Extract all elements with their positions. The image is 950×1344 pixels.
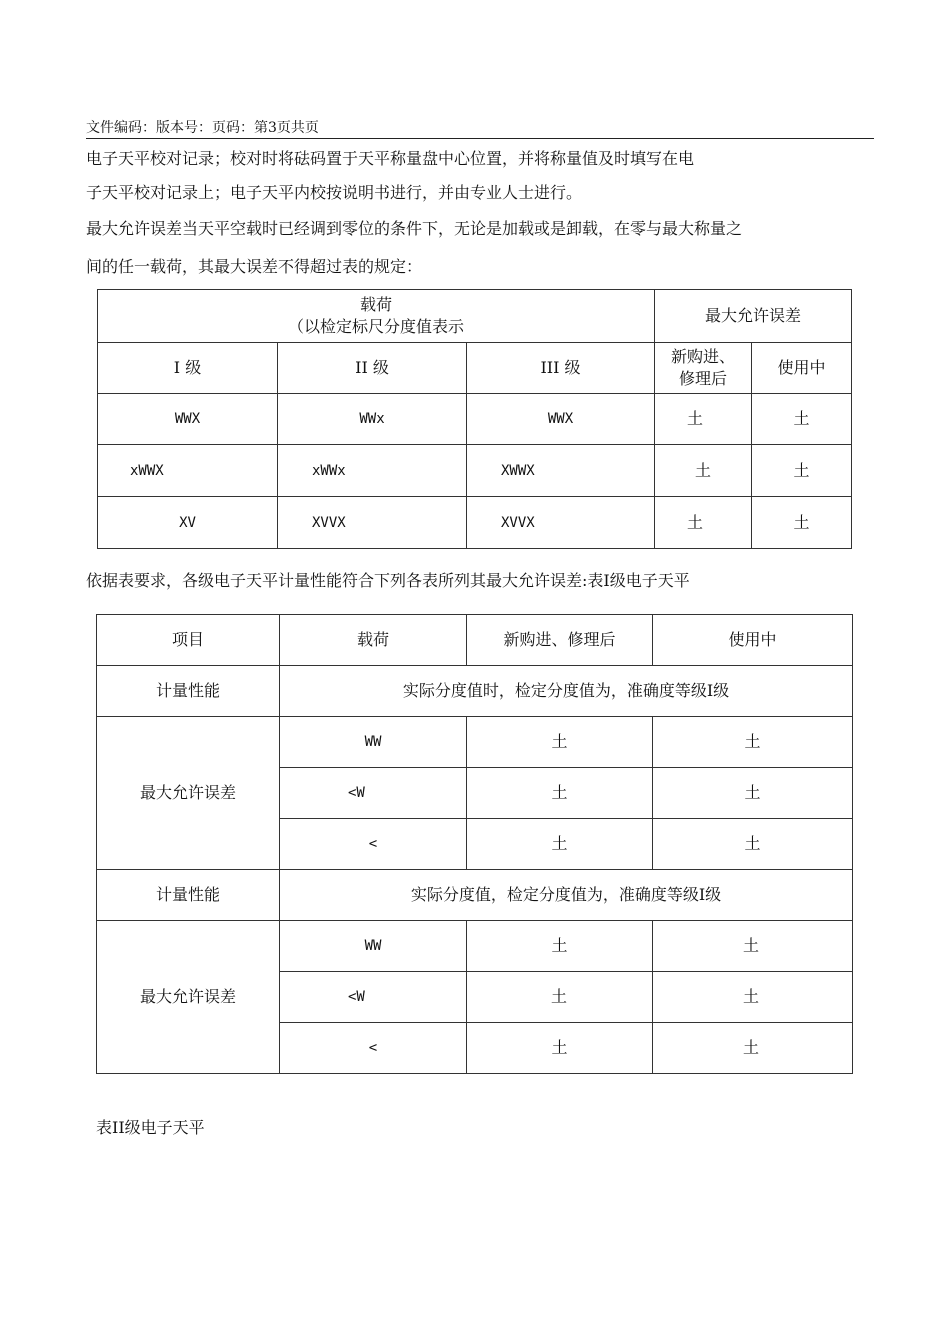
table-cell: 土 xyxy=(655,445,752,497)
table-cell: < xyxy=(280,819,467,870)
table-cell: WW xyxy=(280,921,467,972)
paragraph-2: 子天平校对记录上；电子天平内校按说明书进行，并由专业人士进行。 xyxy=(86,183,583,202)
col-new-line1: 新购进、 xyxy=(671,347,736,366)
table-cell: 土 xyxy=(653,768,853,819)
document-header: 文件编码：版本号：页码：第3页共页 xyxy=(86,118,874,139)
table-cell: 土 xyxy=(653,972,853,1023)
table-cell: 土 xyxy=(467,717,653,768)
mpe-label: 最大允许误差 xyxy=(97,921,280,1074)
table-cell: 土 xyxy=(655,394,752,445)
table-cell: XVVX xyxy=(278,497,467,549)
mpe-header-cell: 最大允许误差 xyxy=(655,290,852,343)
col-grade-iii: III 级 xyxy=(467,343,655,394)
grade-i-table xyxy=(96,614,853,1074)
table-cell: 土 xyxy=(653,921,853,972)
table-cell: WWX xyxy=(98,394,278,445)
head-new-repaired: 新购进、修理后 xyxy=(467,615,653,666)
table-row xyxy=(98,394,852,445)
col-grade-ii: II 级 xyxy=(278,343,467,394)
table-cell: < xyxy=(280,1023,467,1074)
table-cell: 土 xyxy=(653,1023,853,1074)
head-in-use: 使用中 xyxy=(653,615,853,666)
table-row xyxy=(98,445,852,497)
table-cell: 土 xyxy=(467,972,653,1023)
table-cell: <W xyxy=(280,972,467,1023)
paragraph-1: 电子天平校对记录；校对时将砝码置于天平称量盘中心位置，并将称量值及时填写在电 xyxy=(86,149,695,168)
table-cell: 土 xyxy=(655,497,752,549)
table-cell: XWWX xyxy=(467,445,655,497)
metrology-label: 计量性能 xyxy=(97,870,280,921)
table-row xyxy=(97,921,853,972)
table-cell: 土 xyxy=(653,717,853,768)
col-in-use: 使用中 xyxy=(752,343,852,394)
table-cell: xWWx xyxy=(278,445,467,497)
table-cell: XV xyxy=(98,497,278,549)
metrology-desc: 实际分度值时，检定分度值为，准确度等级Ⅰ级 xyxy=(280,666,853,717)
load-header-title: 载荷 xyxy=(360,295,393,314)
load-header-subtitle: （以检定标尺分度值表示 xyxy=(288,317,465,336)
load-tolerance-table xyxy=(97,289,852,549)
table-cell: <W xyxy=(280,768,467,819)
metrology-desc: 实际分度值，检定分度值为，准确度等级Ⅰ级 xyxy=(280,870,853,921)
table-cell: xWWX xyxy=(98,445,278,497)
table-row xyxy=(98,497,852,549)
table-cell: 土 xyxy=(467,768,653,819)
table-cell: 土 xyxy=(467,819,653,870)
col-new-line2: 修理后 xyxy=(679,369,728,388)
table-row xyxy=(97,717,853,768)
footer-caption: 表II级电子天平 xyxy=(96,1118,205,1137)
table-cell: 土 xyxy=(467,1023,653,1074)
table-cell: WWX xyxy=(467,394,655,445)
head-item: 项目 xyxy=(97,615,280,666)
col-new-repaired xyxy=(655,343,752,394)
table-cell: WW xyxy=(280,717,467,768)
table-cell: 土 xyxy=(752,445,852,497)
table-cell: 土 xyxy=(653,819,853,870)
paragraph-4: 间的任一载荷，其最大误差不得超过表的规定： xyxy=(86,257,423,276)
paragraph-3: 最大允许误差当天平空载时已经调到零位的条件下，无论是加载或是卸载，在零与最大称量之 xyxy=(86,219,743,238)
between-text: 依据表要求，各级电子天平计量性能符合下列各表所列其最大允许误差:表I级电子天平 xyxy=(86,571,690,590)
table-cell: 土 xyxy=(752,497,852,549)
table-cell: XVVX xyxy=(467,497,655,549)
load-header-cell xyxy=(98,290,655,343)
mpe-label: 最大允许误差 xyxy=(97,717,280,870)
metrology-label: 计量性能 xyxy=(97,666,280,717)
table-cell: WWx xyxy=(278,394,467,445)
col-grade-i: I 级 xyxy=(98,343,278,394)
table-cell: 土 xyxy=(752,394,852,445)
head-load: 载荷 xyxy=(280,615,467,666)
table-cell: 土 xyxy=(467,921,653,972)
